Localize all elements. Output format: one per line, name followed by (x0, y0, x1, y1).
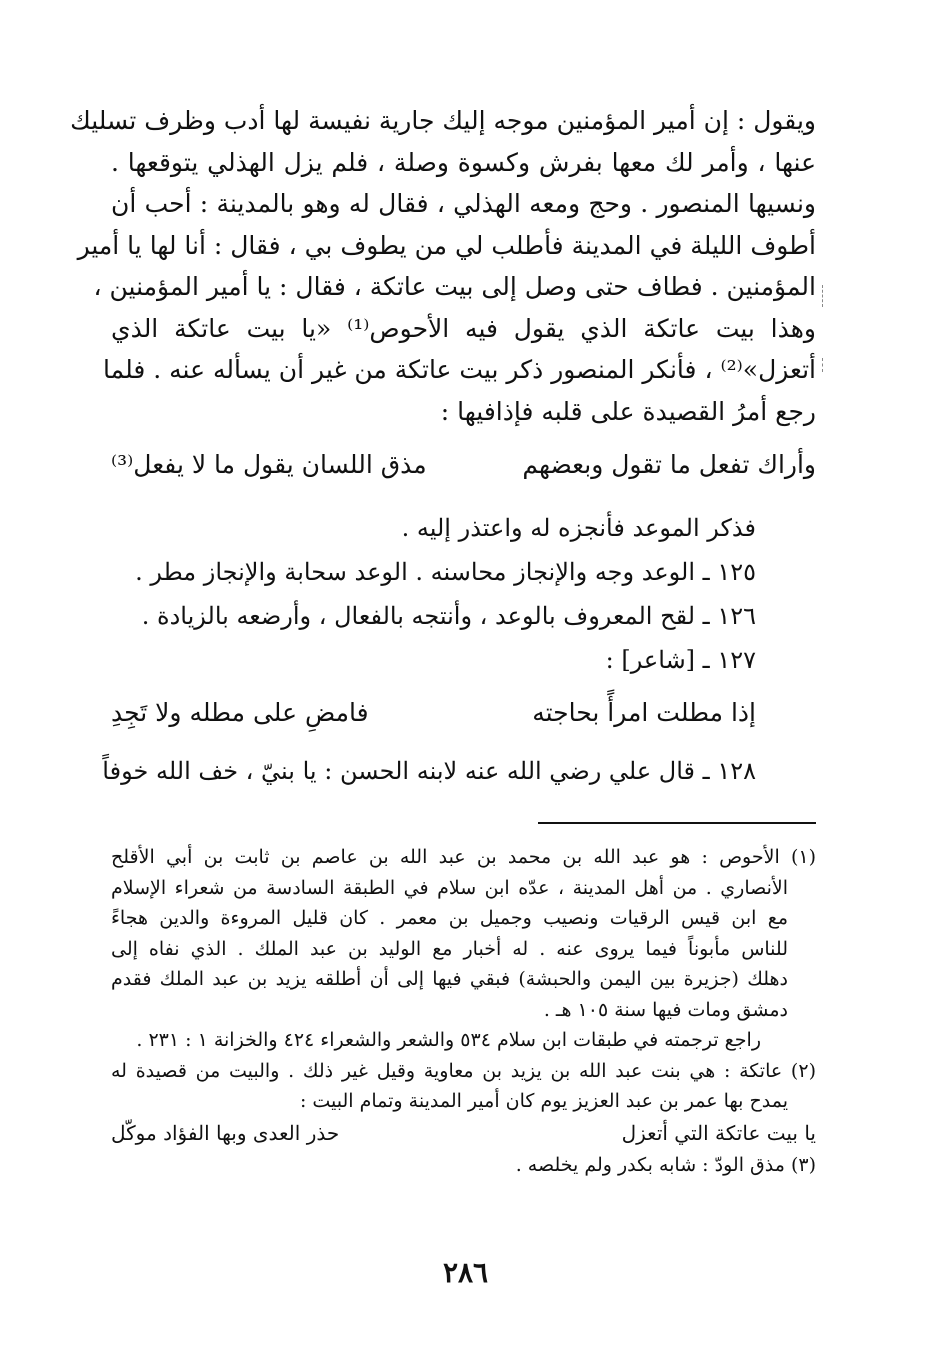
page-number: ٢٨٦ (442, 1256, 489, 1289)
margin-mark (822, 358, 823, 372)
footnote-2-verse (111, 1117, 816, 1150)
margin-mark (822, 285, 823, 307)
poem-verse-2 (111, 686, 756, 740)
footnote-1-line-3: مع ابن قيس الرقيات ونصيب وجميل بن معمر . كان قليل المروءة والدين هجاءً (111, 907, 788, 929)
saying-126: ١٢٦ ـ لقح المعروف بالوعد ، وأنتجه بالفعال ، وأرضعه بالزيادة . (141, 602, 756, 630)
verse2-second-hemistich: فامضِ على مطله ولا تَجِدِ (111, 698, 369, 727)
text-line-5: المؤمنين . فطاف حتى وصل إلى بيت عاتكة ، فقال : يا أمير المؤمنين ، (93, 272, 816, 301)
main-text (70, 100, 817, 798)
footnotes (111, 842, 816, 1180)
text-line-3: ونسيها المنصور . وحج ومعه الهذلي ، فقال له وهو بالمدينة : أحب أن (111, 189, 816, 218)
text-line-1: ويقول : إن أمير المؤمنين موجه إليك جارية نفيسة لها أدب وظرف تسليك (70, 106, 816, 135)
saying-125: ١٢٥ ـ الوعد وجه والإنجاز محاسنه . الوعد سحابة والإنجاز مطر . (135, 558, 756, 586)
verse2-first-hemistich: إذا مطلت امرأً بحاجته (532, 698, 756, 727)
saying-127: ١٢٧ ـ [شاعر] : (605, 646, 756, 674)
text-line-8: رجع أمرُ القصيدة على قلبه فإذافيها : (440, 396, 816, 426)
footnote-1-line-6: دمشق ومات فيها سنة ١٠٥ هـ . (543, 998, 788, 1021)
text-line-7: أتعزل»⁽²⁾ ، فأنكر المنصور ذكر بيت عاتكة من غير أن يسأله عنه . فلما (103, 355, 816, 384)
poem-verse (111, 440, 816, 490)
footnote-verse-second-hemistich: حذر العدى وبها الفؤاد موكّل (111, 1120, 340, 1145)
text-line-4: أطوف الليلة في المدينة فأطلب لي من يطوف بي ، فقال : أنا لها يا أمير (77, 230, 816, 260)
footnote-2-line-1: (٢) عاتكة : هي بنت عبد الله بن يزيد بن معاوية وقيل غير ذلك . والبيت من قصيدة له (111, 1059, 816, 1082)
after-verse-line: فذكر الموعد فأنجزه له واعتذر إليه . (401, 514, 756, 542)
text-line-6: وهذا بيت عاتكة الذي يقول فيه الأحوص⁽¹⁾ «يا بيت عاتكة الذي (111, 313, 817, 343)
verse-second-hemistich: مذق اللسان يقول ما لا يفعل⁽³⁾ (111, 450, 427, 479)
text-line-2: عنها ، وأمر لك معها بفرش وكسوة وصلة ، فلم يزل الهذلي يتوقعها . (111, 147, 816, 177)
footnote-1-line-2: الأنصاري . من أهل المدينة ، عدّه ابن سلام في الطبقة السادسة من شعراء الإسلام (111, 876, 788, 899)
footnote-1-line-1: (١) الأحوص : هو عبد الله بن محمد بن عبد الله بن عاصم بن ثابت بن أبي الأقلح (111, 846, 816, 868)
footnote-1-line-5: دهلك (جزيرة بين اليمن والحبشة) فبقي فيها إلى أن أطلقه يزيد بن عبد الملك فقدم (111, 968, 788, 990)
footnote-3: (٣) مذق الودّ : شابه بكدر ولم يخلصه . (515, 1153, 816, 1176)
footnote-2-line-2: يمدح بها عمر بن عبد العزيز يوم كان أمير المدينة وتمام البيت : (299, 1090, 788, 1112)
saying-128: ١٢٨ ـ قال علي رضي الله عنه لابنه الحسن : يا بنيّ ، خف الله خوفاً (102, 757, 756, 785)
footnote-verse-first-hemistich: يا بيت عاتكة التي أتعزل (621, 1120, 816, 1145)
footnote-1-reference: راجع ترجمته في طبقات ابن سلام ٥٣٤ والشعر والشعراء ٤٢٤ والخزانة ١ : ٢٣١ . (136, 1029, 761, 1051)
footnote-divider (538, 822, 816, 824)
verse-first-hemistich: وأراك تفعل ما تقول وبعضهم (522, 450, 816, 479)
footnote-1-line-4: للناس مأبوناً فيما يروى عنه . له أخبار مع الوليد بن عبد الملك . الذي نفاه إلى (111, 937, 788, 960)
